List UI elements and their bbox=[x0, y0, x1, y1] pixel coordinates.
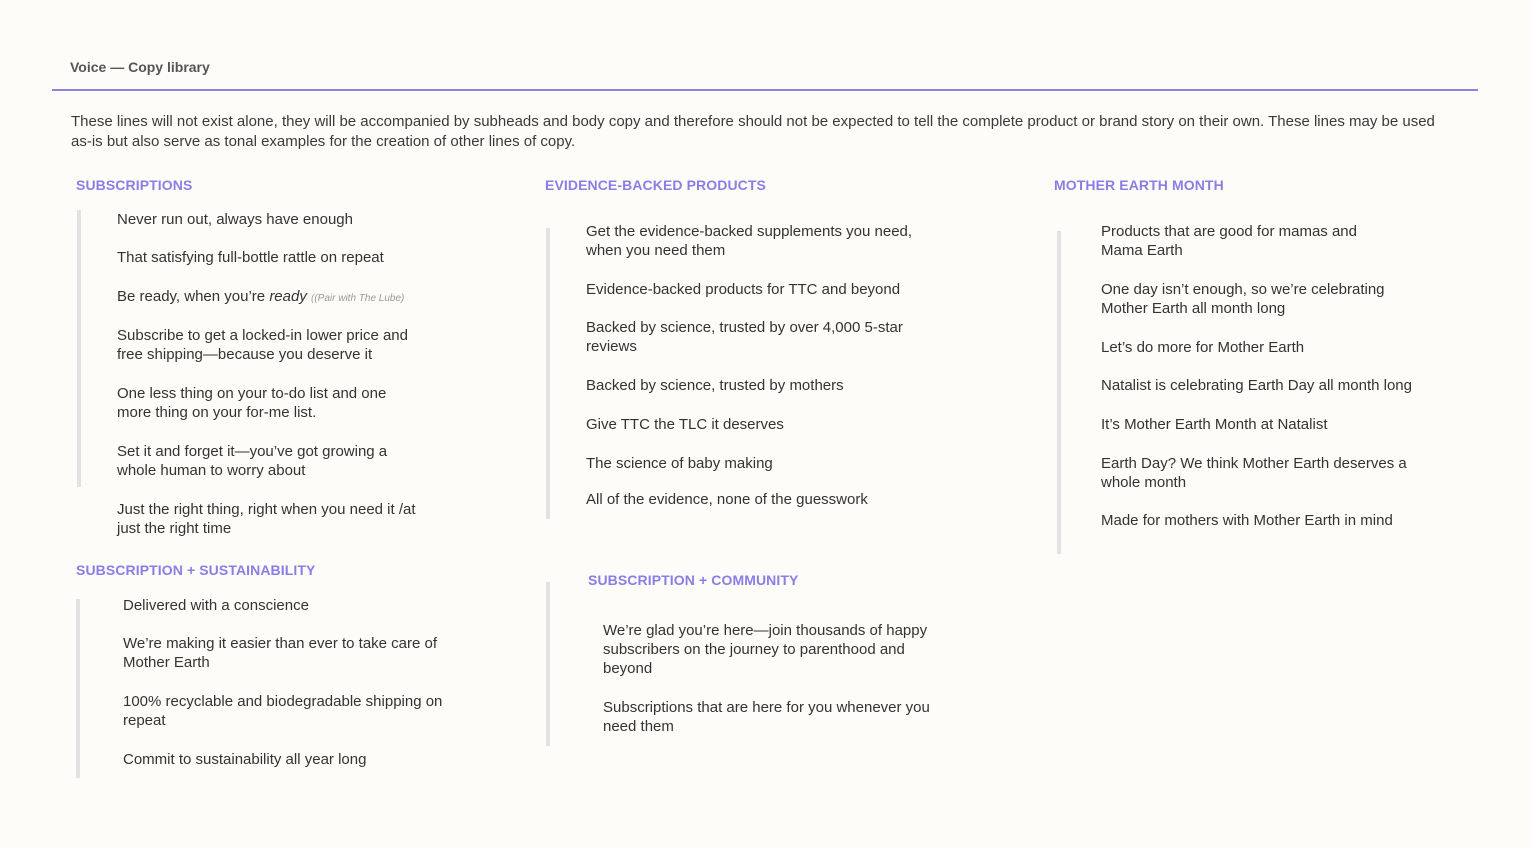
copy-line: That satisfying full-bottle rattle on repeat bbox=[117, 249, 384, 266]
copy-line: Earth Day? We think Mother Earth deserves a whole month bbox=[1101, 455, 1407, 491]
section-bar-mother-earth bbox=[1057, 231, 1061, 554]
copy-line: Set it and forget it—you’ve got growing a whole human to worry about bbox=[117, 443, 388, 479]
section-title-subscription-community: SUBSCRIPTION + COMMUNITY bbox=[588, 572, 799, 588]
section-title-subscriptions: SUBSCRIPTIONS bbox=[76, 177, 193, 193]
section-bar-subscription-sustainability bbox=[76, 599, 80, 778]
copy-line: Backed by science, trusted by over 4,000 5-star reviews bbox=[586, 319, 903, 355]
copy-line: 100% recyclable and biodegradable shipping on repeat bbox=[123, 693, 443, 729]
copy-line: We’re glad you’re here—join thousands of happy subscribers on the journey to parenthood and beyond bbox=[603, 622, 928, 677]
copy-line: Evidence-backed products for TTC and beyond bbox=[586, 281, 901, 298]
section-title-subscription-sustainability: SUBSCRIPTION + SUSTAINABILITY bbox=[76, 562, 316, 578]
ready-emphasis: ready bbox=[269, 288, 307, 305]
copy-line: Give TTC the TLC it deserves bbox=[586, 416, 784, 433]
section-bar-evidence-backed bbox=[546, 228, 550, 519]
copy-line: Commit to sustainability all year long bbox=[123, 751, 367, 768]
section-bar-subscription-community bbox=[546, 582, 550, 746]
section-title-evidence-backed: EVIDENCE-BACKED PRODUCTS bbox=[545, 177, 766, 193]
pairing-note: ((Pair with The Lube) bbox=[311, 293, 405, 304]
ready-prefix: Be ready, when you’re bbox=[117, 288, 270, 305]
copy-line: Just the right thing, right when you need it /at just the right time bbox=[117, 501, 416, 537]
copy-line: Made for mothers with Mother Earth in mind bbox=[1101, 512, 1393, 529]
intro-paragraph: These lines will not exist alone, they will be accompanied by subheads and body copy and therefore should not be expected to tell the complete product or brand story on their own. These lines may be used as-is but also serve as tonal examples for the creation of other lines of copy. bbox=[71, 113, 1435, 150]
copy-line: Subscriptions that are here for you whenever you need them bbox=[603, 699, 930, 735]
copy-line: Never run out, always have enough bbox=[117, 211, 353, 228]
copy-line-ready bbox=[117, 287, 497, 308]
copy-line: We’re making it easier than ever to take care of Mother Earth bbox=[123, 635, 438, 671]
copy-line: Subscribe to get a locked-in lower price and free shipping—because you deserve it bbox=[117, 327, 408, 363]
copy-line: One day isn’t enough, so we’re celebrating Mother Earth all month long bbox=[1101, 281, 1385, 317]
copy-line: Let’s do more for Mother Earth bbox=[1101, 339, 1305, 356]
copy-line: All of the evidence, none of the guesswork bbox=[586, 491, 868, 508]
page-title: Voice — Copy library bbox=[70, 59, 210, 75]
copy-line: The science of baby making bbox=[586, 455, 773, 472]
copy-line: Delivered with a conscience bbox=[123, 597, 309, 614]
section-bar-subscriptions bbox=[77, 210, 81, 487]
copy-line: Natalist is celebrating Earth Day all month long bbox=[1101, 377, 1412, 394]
copy-line: One less thing on your to-do list and one more thing on your for-me list. bbox=[117, 385, 387, 421]
copy-line: Backed by science, trusted by mothers bbox=[586, 377, 844, 394]
copy-line: Products that are good for mamas and Mama Earth bbox=[1101, 223, 1357, 259]
section-title-mother-earth: MOTHER EARTH MONTH bbox=[1054, 177, 1224, 193]
header-divider bbox=[52, 89, 1478, 91]
copy-line: Get the evidence-backed supplements you need, when you need them bbox=[586, 223, 913, 259]
copy-line: It’s Mother Earth Month at Natalist bbox=[1101, 416, 1328, 433]
